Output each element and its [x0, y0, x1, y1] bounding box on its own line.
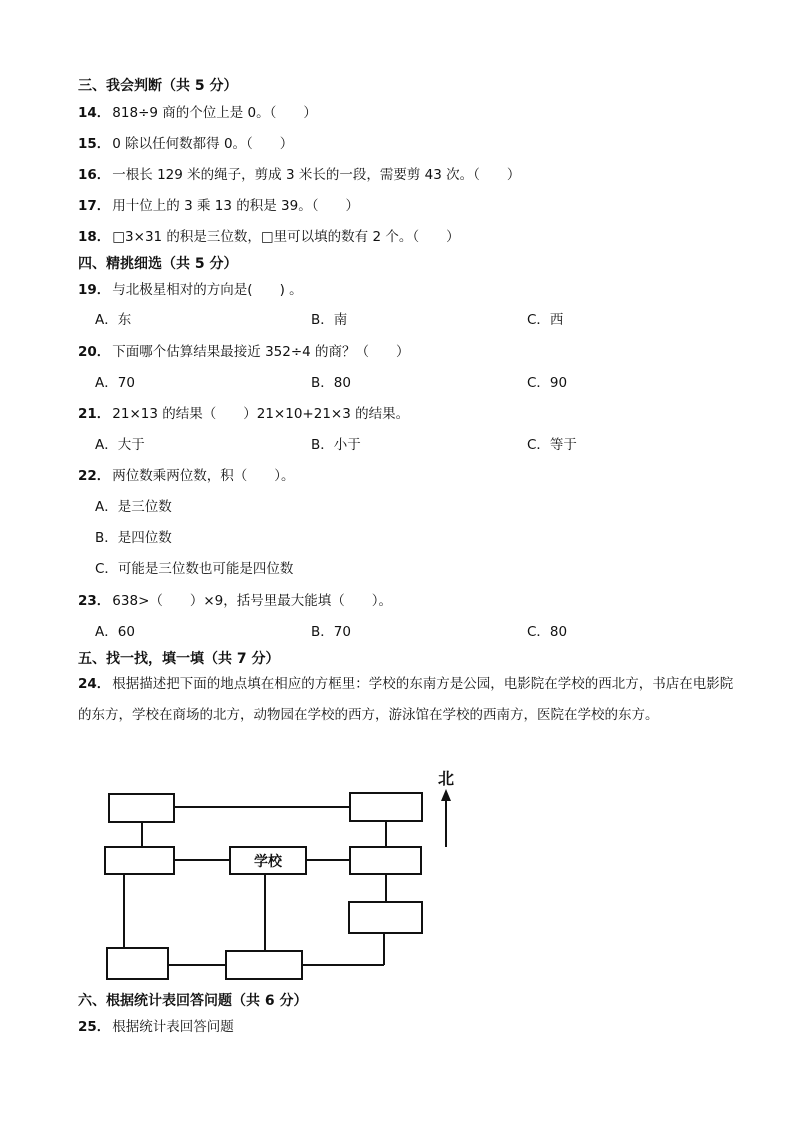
question-20	[78, 343, 410, 361]
question-21	[78, 405, 409, 423]
question-text: 用十位上的 3 乘 13 的积是 39。（ ）	[112, 198, 359, 214]
blank-box-northeast	[350, 793, 422, 821]
question-22	[78, 467, 295, 485]
question-text: 根据描述把下面的地点填在相应的方框里：学校的东南方是公园，电影院在学校的西北方，书店在电影院的东方，学校在商场的北方，动物园在学校的西方，游泳馆在学校的西南方，医院在学校的东方。	[78, 676, 734, 723]
question-24	[78, 669, 742, 731]
option-a: A．东	[95, 312, 132, 328]
location-map-diagram	[100, 765, 470, 985]
question-17	[78, 197, 359, 215]
question-number: 22．	[78, 468, 111, 484]
option-c: C．西	[527, 312, 564, 328]
option-b: B．南	[311, 312, 348, 328]
north-label: 北	[437, 769, 455, 788]
blank-box-northwest	[109, 794, 174, 822]
north-arrow-head	[441, 789, 451, 801]
question-14	[78, 104, 317, 122]
section-5-title: 五、找一找，填一填（共 7 分）	[78, 651, 280, 667]
question-number: 24．	[78, 676, 111, 692]
option-c: C．90	[527, 375, 568, 391]
question-19	[78, 281, 303, 299]
option-c: C．80	[527, 624, 568, 640]
section-3-title: 三、我会判断（共 5 分）	[78, 78, 238, 94]
question-16	[78, 166, 520, 184]
blank-box-southeast	[349, 902, 422, 933]
question-text: 两位数乘两位数，积（ ）。	[112, 468, 295, 484]
section-4-title: 四、精挑细选（共 5 分）	[78, 256, 238, 272]
question-text: 818÷9 商的个位上是 0。（ ）	[112, 105, 317, 121]
question-text: 根据统计表回答问题	[112, 1019, 234, 1035]
option-a: A．大于	[95, 437, 145, 453]
question-25	[78, 1018, 234, 1036]
option-c: C．可能是三位数也可能是四位数	[95, 561, 294, 577]
question-number: 25．	[78, 1019, 111, 1035]
question-number: 17．	[78, 198, 111, 214]
question-text: 一根长 129 米的绳子，剪成 3 米长的一段，需要剪 43 次。（ ）	[112, 167, 521, 183]
option-a: A．70	[95, 375, 135, 391]
option-c: C．等于	[527, 437, 577, 453]
question-text: □3×31 的积是三位数，□里可以填的数有 2 个。（ ）	[112, 229, 460, 245]
question-text: 与北极星相对的方向是( ) 。	[112, 282, 303, 298]
option-b: B．70	[311, 624, 351, 640]
option-a: A．是三位数	[95, 499, 172, 515]
option-a: A．60	[95, 624, 135, 640]
question-text: 0 除以任何数都得 0。（ ）	[112, 136, 294, 152]
question-23	[78, 592, 392, 610]
section-6-title: 六、根据统计表回答问题（共 6 分）	[78, 993, 308, 1009]
question-number: 20．	[78, 344, 111, 360]
blank-box-east	[350, 847, 421, 874]
option-b: B．是四位数	[95, 530, 172, 546]
question-text: 638>（ ）×9，括号里最大能填（ ）。	[112, 593, 393, 609]
question-15	[78, 135, 293, 153]
question-number: 19．	[78, 282, 111, 298]
question-number: 15．	[78, 136, 111, 152]
blank-box-southwest	[107, 948, 168, 979]
question-18	[78, 228, 460, 246]
question-number: 18．	[78, 229, 111, 245]
question-number: 16．	[78, 167, 111, 183]
blank-box-west	[105, 847, 174, 874]
question-number: 23．	[78, 593, 111, 609]
question-text: 21×13 的结果（ ）21×10+21×3 的结果。	[112, 406, 410, 422]
question-number: 14．	[78, 105, 111, 121]
school-label: 学校	[254, 854, 282, 870]
option-b: B．80	[311, 375, 351, 391]
option-b: B．小于	[311, 437, 361, 453]
question-text: 下面哪个估算结果最接近 352÷4 的商？（ ）	[112, 344, 410, 360]
blank-box-south	[226, 951, 302, 979]
question-number: 21．	[78, 406, 111, 422]
